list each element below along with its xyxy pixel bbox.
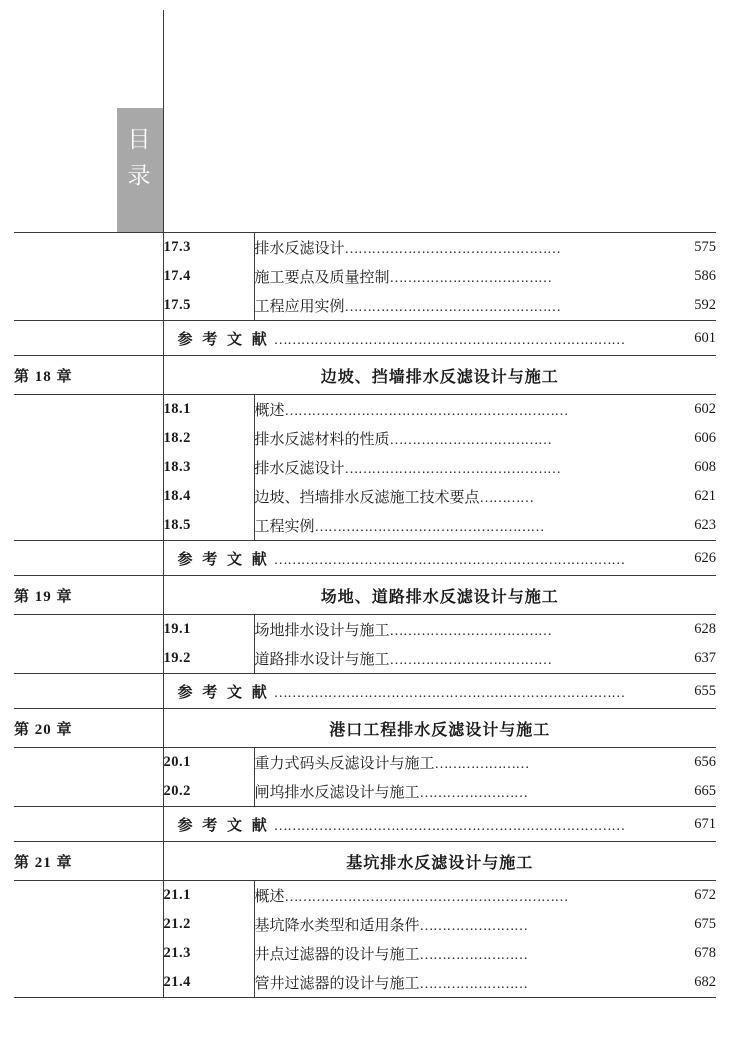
page-number: 682 bbox=[694, 974, 716, 990]
section-number: 18.1 bbox=[163, 395, 254, 424]
section-title: 边坡、挡墙排水反滤施工技术要点 bbox=[254, 490, 480, 506]
leader-dots: …………………… bbox=[419, 919, 528, 934]
section-number: 21.4 bbox=[163, 968, 254, 997]
table-row bbox=[14, 453, 716, 482]
page-number: 621 bbox=[694, 488, 716, 504]
leader-dots: ……………………………………………………… bbox=[284, 404, 569, 419]
chapter-row bbox=[14, 356, 716, 394]
table-row bbox=[14, 233, 716, 262]
page-number: 623 bbox=[694, 517, 716, 533]
table-row bbox=[14, 262, 716, 291]
table-row bbox=[14, 424, 716, 453]
section-title-cell bbox=[254, 424, 660, 453]
section-number: 20.1 bbox=[163, 748, 254, 777]
section-title: 排水反滤材料的性质 bbox=[254, 432, 390, 448]
page-number: 592 bbox=[694, 297, 716, 313]
section-title: 施工要点及质量控制 bbox=[254, 270, 390, 286]
table-row bbox=[14, 511, 716, 540]
reference-label: 参 考 文 献 bbox=[177, 551, 270, 568]
toc-tab-char-1: 目 bbox=[127, 127, 153, 152]
page-number: 602 bbox=[694, 401, 716, 417]
section-title-cell bbox=[254, 777, 660, 806]
section-title-cell bbox=[254, 453, 660, 482]
section-title: 基坑降水类型和适用条件 bbox=[254, 918, 420, 934]
reference-gutter-cell bbox=[14, 321, 163, 355]
entry-gutter-cell bbox=[14, 262, 163, 291]
reference-label: 参 考 文 献 bbox=[177, 817, 270, 834]
section-title: 管井过滤器的设计与施工 bbox=[254, 976, 420, 992]
section-number: 18.3 bbox=[163, 453, 254, 482]
table-row bbox=[14, 910, 716, 939]
chapter-title: 基坑排水反滤设计与施工 bbox=[346, 854, 534, 872]
table-row bbox=[14, 644, 716, 673]
chapter-number: 第 20 章 bbox=[14, 709, 163, 747]
section-title-cell bbox=[254, 511, 660, 540]
reference-title-cell bbox=[163, 807, 660, 841]
leader-dots: …………………… bbox=[419, 948, 528, 963]
entry-gutter-cell bbox=[14, 644, 163, 673]
reference-title-cell bbox=[163, 321, 660, 355]
section-title: 概述 bbox=[254, 403, 285, 419]
leader-dots: ……………………………… bbox=[389, 271, 552, 286]
section-title-cell bbox=[254, 748, 660, 777]
reference-gutter-cell bbox=[14, 807, 163, 841]
entry-gutter-cell bbox=[14, 233, 163, 262]
leader-dots: …………………………………………………………………… bbox=[273, 685, 625, 701]
chapter-title: 边坡、挡墙排水反滤设计与施工 bbox=[320, 368, 559, 386]
section-title-cell bbox=[254, 968, 660, 997]
section-number: 18.4 bbox=[163, 482, 254, 511]
page-number: 665 bbox=[694, 783, 716, 799]
leader-dots: ………… bbox=[479, 491, 534, 506]
leader-dots: …………………… bbox=[419, 786, 528, 801]
toc-tab-char-2: 录 bbox=[127, 162, 153, 188]
leader-dots: ……………………………………………………… bbox=[284, 890, 569, 905]
reference-gutter-cell bbox=[14, 674, 163, 708]
section-title-cell bbox=[254, 291, 660, 320]
page-number: 671 bbox=[694, 815, 716, 832]
chapter-title: 场地、道路排水反滤设计与施工 bbox=[320, 588, 559, 606]
chapter-row bbox=[14, 576, 716, 614]
leader-dots: ……………………………… bbox=[389, 433, 552, 448]
page-number: 575 bbox=[694, 239, 716, 255]
reference-row bbox=[14, 807, 716, 841]
page-number: 606 bbox=[694, 430, 716, 446]
page-number: 655 bbox=[694, 682, 716, 699]
vertical-rule bbox=[163, 10, 164, 232]
toc-tab bbox=[117, 108, 163, 232]
chapter-row bbox=[14, 842, 716, 880]
section-number: 18.2 bbox=[163, 424, 254, 453]
reference-title-cell bbox=[163, 541, 660, 575]
section-number: 19.2 bbox=[163, 644, 254, 673]
leader-dots: …………………………………………… bbox=[314, 520, 545, 535]
entry-gutter-cell bbox=[14, 881, 163, 910]
entry-gutter-cell bbox=[14, 511, 163, 540]
leader-dots: ……………………………… bbox=[389, 624, 552, 639]
entry-gutter-cell bbox=[14, 424, 163, 453]
leader-dots: …………………………………………………………………… bbox=[273, 818, 625, 834]
entry-gutter-cell bbox=[14, 395, 163, 424]
page-number: 608 bbox=[694, 459, 716, 475]
page-number: 675 bbox=[694, 916, 716, 932]
table-row bbox=[14, 748, 716, 777]
leader-dots: ………………………………………… bbox=[344, 242, 561, 257]
reference-row bbox=[14, 321, 716, 355]
entry-gutter-cell bbox=[14, 748, 163, 777]
chapter-title: 港口工程排水反滤设计与施工 bbox=[329, 721, 551, 739]
section-title: 工程实例 bbox=[254, 519, 315, 535]
section-title: 概述 bbox=[254, 889, 285, 905]
section-title: 重力式码头反滤设计与施工 bbox=[254, 756, 435, 772]
entry-gutter-cell bbox=[14, 482, 163, 511]
section-title-cell bbox=[254, 881, 660, 910]
section-title-cell bbox=[254, 939, 660, 968]
page-number: 586 bbox=[694, 268, 716, 284]
table-row bbox=[14, 482, 716, 511]
page-number: 601 bbox=[694, 329, 716, 346]
section-number: 21.3 bbox=[163, 939, 254, 968]
section-title-cell bbox=[254, 395, 660, 424]
table-rule bbox=[14, 997, 716, 998]
leader-dots: …………………………………………………………………… bbox=[273, 332, 625, 348]
section-number: 21.2 bbox=[163, 910, 254, 939]
leader-dots: ………………… bbox=[434, 757, 530, 772]
table-rule-cell bbox=[14, 997, 716, 998]
section-title-cell bbox=[254, 482, 660, 511]
chapter-row bbox=[14, 709, 716, 747]
section-title: 工程应用实例 bbox=[254, 299, 345, 315]
section-number: 17.5 bbox=[163, 291, 254, 320]
section-title-cell bbox=[254, 233, 660, 262]
page-number: 678 bbox=[694, 945, 716, 961]
table-row bbox=[14, 939, 716, 968]
section-title-cell bbox=[254, 262, 660, 291]
section-title: 场地排水设计与施工 bbox=[254, 623, 390, 639]
entry-gutter-cell bbox=[14, 968, 163, 997]
page-number: 672 bbox=[694, 887, 716, 903]
section-title-cell bbox=[254, 910, 660, 939]
entry-gutter-cell bbox=[14, 777, 163, 806]
section-number: 17.4 bbox=[163, 262, 254, 291]
section-title: 井点过滤器的设计与施工 bbox=[254, 947, 420, 963]
table-row bbox=[14, 881, 716, 910]
page-number: 626 bbox=[694, 549, 716, 566]
leader-dots: ………………………………………… bbox=[344, 462, 561, 477]
section-number: 21.1 bbox=[163, 881, 254, 910]
section-title: 排水反滤设计 bbox=[254, 461, 345, 477]
leader-dots: ………………………………………… bbox=[344, 300, 561, 315]
leader-dots: …………………… bbox=[419, 977, 528, 992]
section-title: 排水反滤设计 bbox=[254, 241, 345, 257]
chapter-number: 第 19 章 bbox=[14, 576, 163, 614]
page-number: 628 bbox=[694, 621, 716, 637]
reference-gutter-cell bbox=[14, 541, 163, 575]
entry-gutter-cell bbox=[14, 615, 163, 644]
section-number: 18.5 bbox=[163, 511, 254, 540]
section-number: 20.2 bbox=[163, 777, 254, 806]
section-title: 道路排水设计与施工 bbox=[254, 652, 390, 668]
entry-gutter-cell bbox=[14, 453, 163, 482]
chapter-number: 第 21 章 bbox=[14, 842, 163, 880]
page-number: 656 bbox=[694, 754, 716, 770]
reference-row bbox=[14, 674, 716, 708]
reference-label: 参 考 文 献 bbox=[177, 331, 270, 348]
section-title-cell bbox=[254, 644, 660, 673]
table-row bbox=[14, 968, 716, 997]
entry-gutter-cell bbox=[14, 939, 163, 968]
entry-gutter-cell bbox=[14, 291, 163, 320]
entry-gutter-cell bbox=[14, 910, 163, 939]
section-title: 闸坞排水反滤设计与施工 bbox=[254, 785, 420, 801]
reference-row bbox=[14, 541, 716, 575]
reference-label: 参 考 文 献 bbox=[177, 684, 270, 701]
section-title-cell bbox=[254, 615, 660, 644]
leader-dots: …………………………………………………………………… bbox=[273, 552, 625, 568]
table-row bbox=[14, 615, 716, 644]
section-number: 19.1 bbox=[163, 615, 254, 644]
toc-table bbox=[14, 232, 716, 998]
table-row bbox=[14, 291, 716, 320]
section-number: 17.3 bbox=[163, 233, 254, 262]
table-row bbox=[14, 777, 716, 806]
chapter-number: 第 18 章 bbox=[14, 356, 163, 394]
page-number: 637 bbox=[694, 650, 716, 666]
reference-title-cell bbox=[163, 674, 660, 708]
leader-dots: ……………………………… bbox=[389, 653, 552, 668]
table-row bbox=[14, 395, 716, 424]
